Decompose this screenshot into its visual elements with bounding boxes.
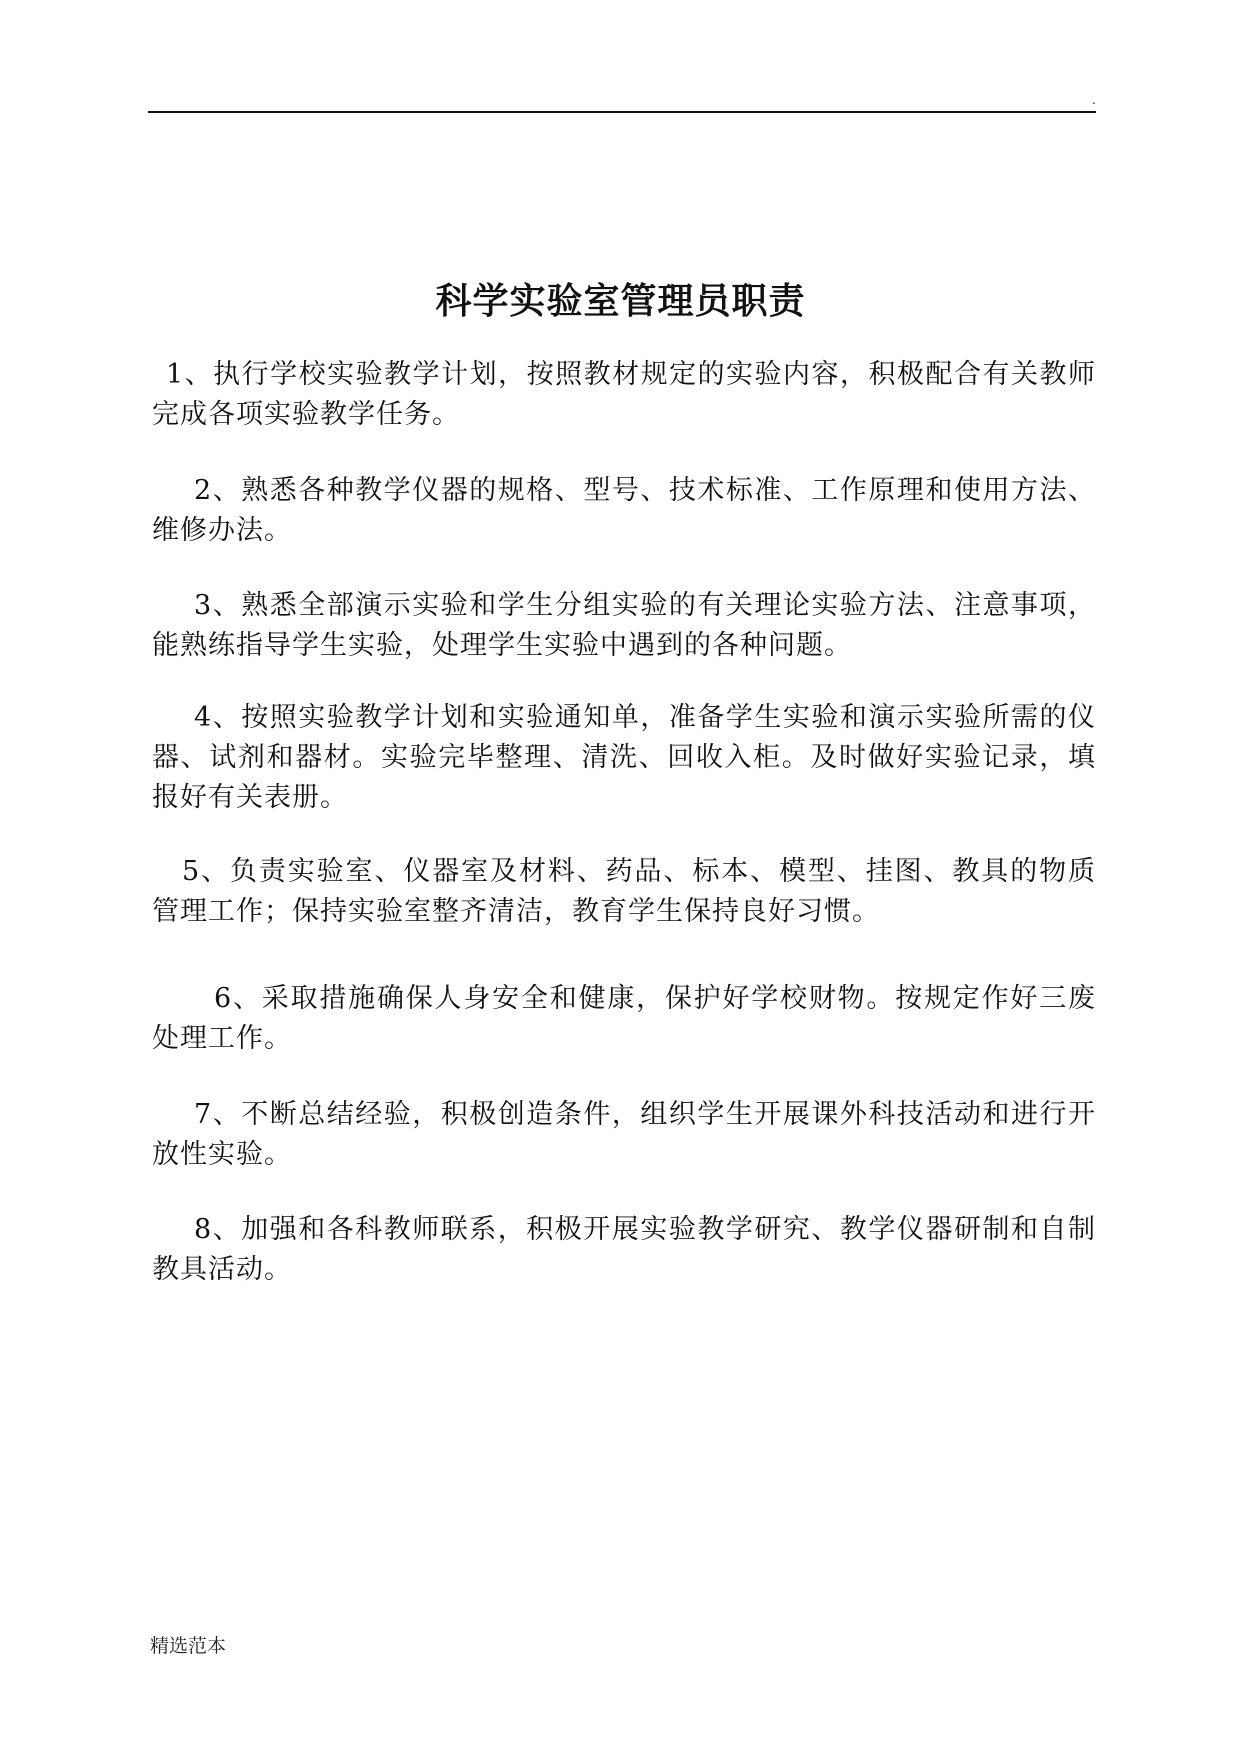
duty-item-3: 3、熟悉全部演示实验和学生分组实验的有关理论实验方法、注意事项，能熟练指导学生实验，处理学生实验中遇到的各种问题。 <box>152 590 1096 661</box>
duty-item-1: 1、执行学校实验教学计划，按照教材规定的实验内容，积极配合有关教师完成各项实验教学任务。 <box>152 359 1096 430</box>
header-mark: . <box>1092 93 1096 107</box>
document-title: 科学实验室管理员职责 <box>435 281 806 322</box>
header-rule <box>148 111 1096 113</box>
footer-label: 精选范本 <box>150 1635 227 1657</box>
duty-item-7: 7、不断总结经验，积极创造条件，组织学生开展课外科技活动和进行开放性实验。 <box>152 1099 1096 1170</box>
duty-item-5: 5、负责实验室、仪器室及材料、药品、标本、模型、挂图、教具的物质管理工作；保持实验室整齐清洁，教育学生保持良好习惯。 <box>152 856 1096 927</box>
duty-item-8: 8、加强和各科教师联系，积极开展实验教学研究、教学仪器研制和自制教具活动。 <box>152 1214 1096 1285</box>
duty-item-4: 4、按照实验教学计划和实验通知单，准备学生实验和演示实验所需的仪器、试剂和器材。实验完毕整理、清洗、回收入柜。及时做好实验记录，填报好有关表册。 <box>152 702 1096 813</box>
duty-item-2: 2、熟悉各种教学仪器的规格、型号、技术标准、工作原理和使用方法、维修办法。 <box>152 475 1096 546</box>
duty-item-6: 6、采取措施确保人身安全和健康，保护好学校财物。按规定作好三废处理工作。 <box>152 983 1096 1054</box>
